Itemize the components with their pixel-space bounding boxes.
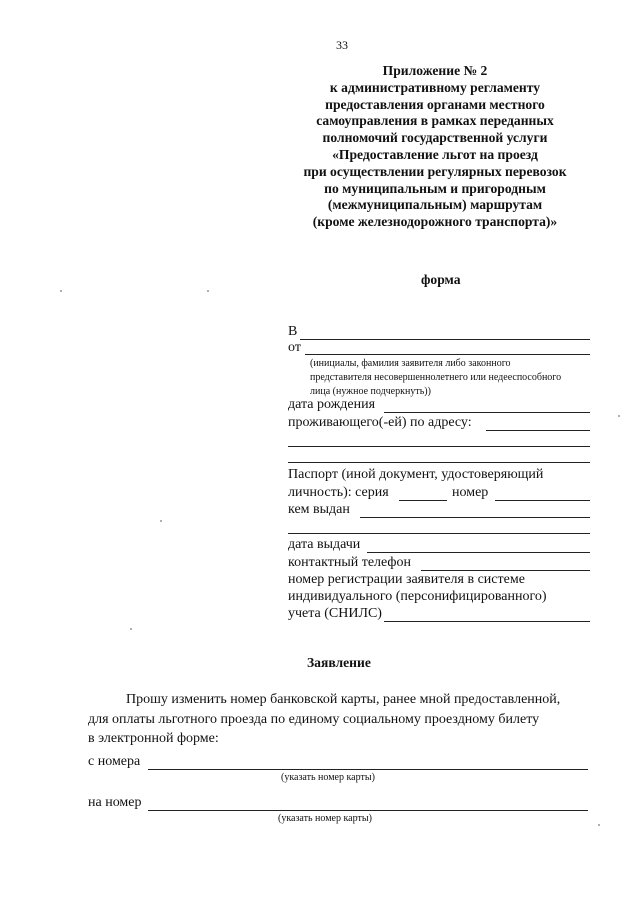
phone-line[interactable] [421,570,590,571]
passport-number-label: номер [452,485,489,500]
address-line-2[interactable] [288,446,590,447]
appendix-line: по муниципальным и пригородным [324,180,546,196]
birth-date-label: дата рождения [288,397,376,412]
from-label: от [288,340,301,355]
appendix-line: полномочий государственной услуги [322,130,548,146]
statement-line-1: Прошу изменить номер банковской карты, ранее мной предоставленной, [126,692,561,707]
snils-label-3: учета (СНИЛС) [288,606,382,621]
issue-date-label: дата выдачи [288,537,361,552]
snils-line[interactable] [384,621,590,622]
from-field-line[interactable] [305,354,590,355]
address-line-3[interactable] [288,462,590,463]
appendix-line: (межмуниципальным) маршрутам [327,197,543,213]
appendix-line: при осуществлении регулярных перевозок [303,163,567,179]
applicant-note-3: лица (нужное подчеркнуть)) [310,386,431,397]
form-title: форма [421,272,461,287]
scan-speck [160,520,162,522]
passport-series-label: личность): серия [288,485,389,500]
passport-number-line[interactable] [495,500,590,501]
applicant-note-1: (инициалы, фамилия заявителя либо законного [310,358,511,369]
scan-speck [130,628,132,630]
appendix-line: к административному регламенту [329,79,541,95]
from-number-label: с номера [88,754,141,769]
birth-date-line[interactable] [384,412,590,413]
address-line-1[interactable] [486,430,590,431]
issued-by-line-1[interactable] [360,517,590,518]
applicant-note-2: представителя несовершеннолетнего или недееспособного [310,372,562,383]
issue-date-line[interactable] [367,552,590,553]
scan-speck [60,290,62,292]
to-number-caption: (указать номер карты) [278,813,372,824]
scan-speck [598,824,600,826]
passport-series-line[interactable] [399,500,447,501]
appendix-line: предоставления органами местного [325,96,545,112]
issued-by-label: кем выдан [288,502,350,517]
to-number-label: на номер [88,795,142,810]
passport-label: Паспорт (иной документ, удостоверяющий [288,467,544,482]
scan-speck [618,415,620,417]
statement-line-2: для оплаты льготного проезда по единому социальному проездному билету [88,712,540,727]
statement-line-3: в электронной форме: [88,731,219,746]
issued-by-line-2[interactable] [288,533,590,534]
appendix-line: Приложение № 2 [382,63,488,78]
address-label: проживающего(-ей) по адресу: [288,415,472,430]
snils-label-2: индивидуального (персонифицированного) [288,589,547,604]
appendix-line: (кроме железнодорожного транспорта)» [312,214,558,230]
appendix-line: самоуправления в рамках переданных [316,113,554,129]
to-label: В [288,324,298,339]
snils-label-1: номер регистрации заявителя в системе [288,572,525,587]
statement-heading: Заявление [307,655,371,670]
to-number-line[interactable] [148,810,588,811]
phone-label: контактный телефон [288,555,411,570]
appendix-header [285,63,585,231]
page-number: 33 [336,38,348,52]
to-field-line[interactable] [300,339,590,340]
appendix-line: «Предоставление льгот на проезд [332,146,538,162]
from-number-caption: (указать номер карты) [281,772,375,783]
scan-speck [207,290,209,292]
from-number-line[interactable] [148,769,588,770]
